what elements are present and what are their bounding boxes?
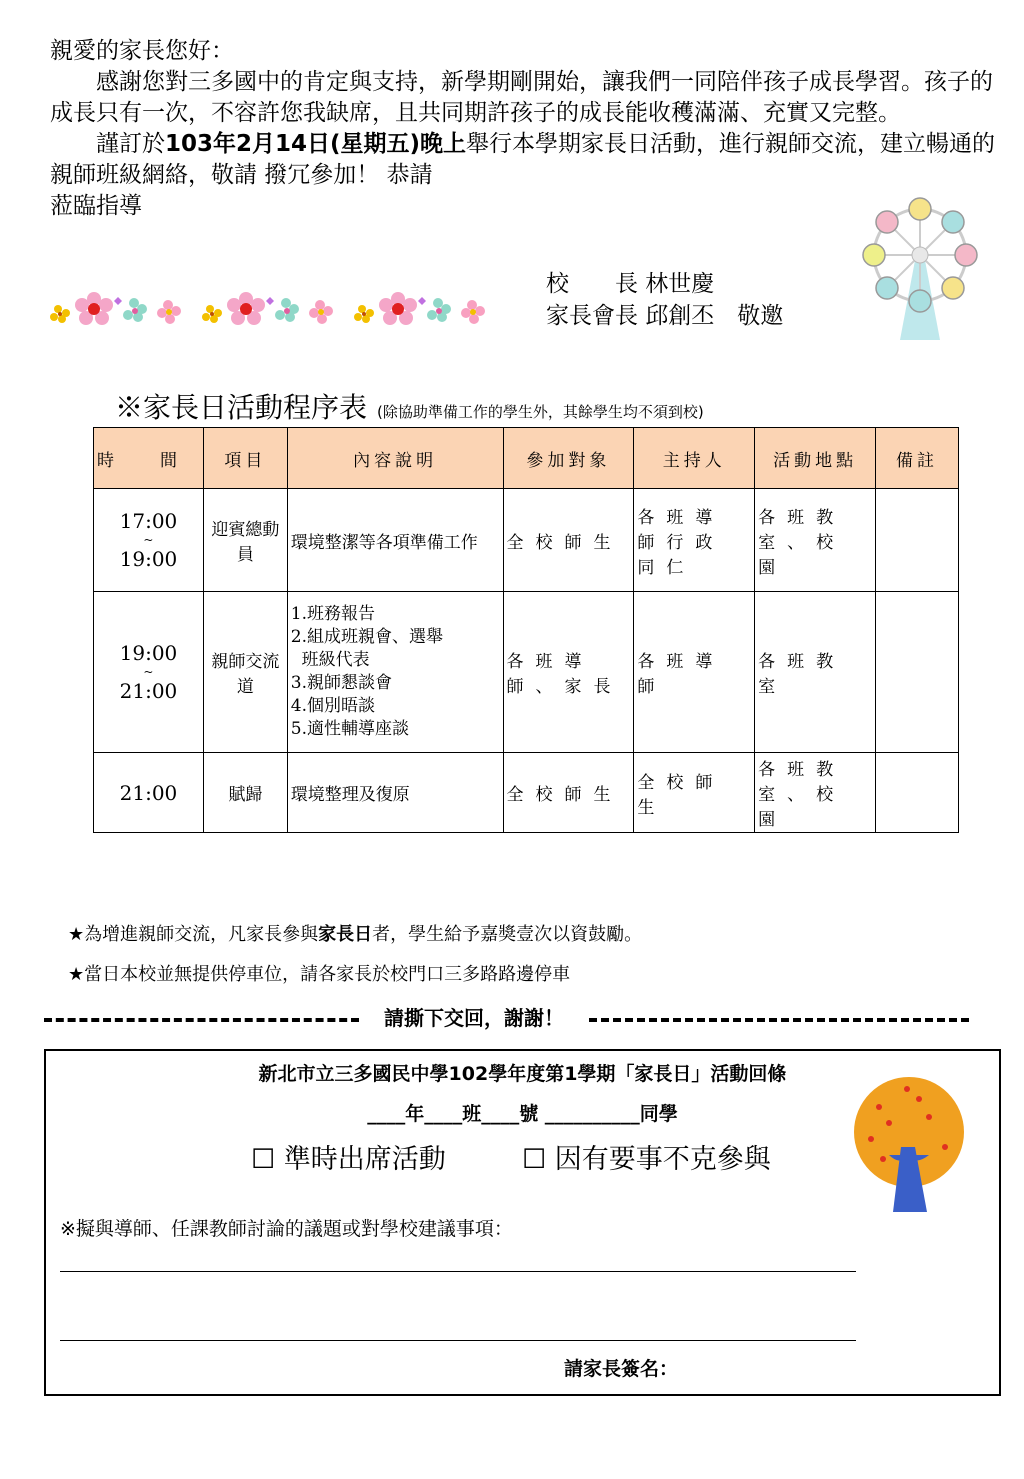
cut-text: 請撕下交回，謝謝！: [383, 1006, 564, 1030]
time-end: 19:00: [119, 547, 178, 571]
class-fill-line[interactable]: ____年____班____號 __________同學: [367, 1103, 678, 1125]
item-cell: 親師交流道: [203, 592, 287, 753]
col-note: 備註: [876, 428, 959, 489]
principal-signature: 校 長 林世慶: [546, 271, 715, 297]
content-line: 5.適性輔導座談: [290, 719, 410, 739]
flower-border-decoration: [46, 287, 526, 329]
time-cell: [94, 592, 204, 753]
attend-checkbox[interactable]: ☐ 準時出席活動: [251, 1144, 446, 1175]
reply-title: 新北市立三多國民中學102學年度第1學期「家長日」活動回條: [258, 1063, 787, 1085]
note-cell: [876, 753, 959, 833]
content-cell: 環境整潔等各項準備工作: [287, 489, 503, 592]
col-host: 主持人: [634, 428, 755, 489]
dash-right: [589, 1018, 969, 1022]
col-place: 活動地點: [755, 428, 876, 489]
host-cell: 全校師生: [634, 753, 755, 833]
dash-left: [44, 1018, 359, 1022]
note-reward-bold: 家長日: [318, 924, 373, 945]
target-cell: 全校師生: [503, 753, 634, 833]
table-row: [94, 489, 959, 592]
time-end: 21:00: [119, 679, 178, 703]
content-line: 2.組成班親會、選舉: [290, 627, 444, 647]
p2-post: 舉行本學期家長日活動，進行親師交流，建立暢通的親師班級網絡，敬請 撥冗參加！ 恭請: [50, 131, 996, 188]
note-reward-pre: ★為增進親師交流，凡家長參與: [68, 924, 319, 945]
ferris-wheel-icon: [860, 195, 980, 345]
p2-pre: 謹訂於: [96, 131, 165, 157]
answer-line-2[interactable]: [60, 1340, 856, 1341]
item-cell: 迎賓總動員: [203, 489, 287, 592]
table-header-row: [94, 428, 959, 489]
place-cell: 各班教室: [755, 592, 876, 753]
target-cell: 各班導師、家長: [503, 592, 634, 753]
time-start: 19:00: [119, 641, 178, 665]
note-reward: [68, 920, 642, 946]
program-title-text: ※家長日活動程序表: [115, 391, 368, 424]
program-table: [93, 427, 959, 833]
tilde: ~: [143, 533, 154, 547]
tree-icon: [849, 1077, 973, 1217]
content-line: 3.親師懇談會: [290, 673, 393, 693]
content-line: 班級代表: [290, 650, 370, 670]
item-cell: 賦歸: [203, 753, 287, 833]
letter-body: [50, 36, 1000, 222]
letter-paragraph-1: 感謝您對三多國中的肯定與支持，新學期剛開始，讓我們一同陪伴孩子成長學習。孩子的成長只有一次，不容許您我缺席，且共同期許孩子的成長能收穫滿滿、充實又完整。: [50, 69, 993, 126]
content-line: 1.班務報告: [290, 604, 376, 624]
pta-signature: 家長會長 邱創丕 敬邀: [546, 303, 784, 329]
program-subtitle: (除協助準備工作的學生外，其餘學生均不須到校): [377, 403, 704, 421]
topic-label: ※擬與導師、任課教師討論的議題或對學校建議事項：: [60, 1218, 513, 1240]
content-line: 4.個別晤談: [290, 696, 376, 716]
note-cell: [876, 592, 959, 753]
table-row: [94, 592, 959, 753]
table-row: [94, 753, 959, 833]
note-parking: ★當日本校並無提供停車位，請各家長於校門口三多路路邊停車: [68, 964, 571, 985]
absent-checkbox[interactable]: ☐ 因有要事不克參與: [522, 1144, 771, 1175]
letter-paragraph-2: [50, 129, 1000, 191]
host-cell: 各班導師: [634, 592, 755, 753]
place-cell: 各班教室、校園: [755, 753, 876, 833]
content-cell: [287, 592, 503, 753]
program-title: [115, 386, 704, 426]
time-cell: [94, 753, 204, 833]
signature-label: 請家長簽名：: [564, 1358, 679, 1380]
col-content: 內容說明: [287, 428, 503, 489]
closing: 蒞臨指導: [50, 193, 142, 219]
tilde: ~: [143, 665, 154, 679]
greeting: 親愛的家長您好：: [50, 38, 234, 64]
note-reward-post: 者，學生給予嘉獎壹次以資鼓勵。: [372, 924, 643, 945]
target-cell: 全校師生: [503, 489, 634, 592]
col-target: 參加對象: [503, 428, 634, 489]
cut-line: [44, 1002, 1010, 1031]
event-date: 103年2月14日(星期五)晚上: [165, 131, 467, 157]
col-item: 項目: [203, 428, 287, 489]
answer-line-1[interactable]: [60, 1271, 856, 1272]
time-start: 21:00: [119, 780, 178, 805]
host-cell: 各班導師行政同仁: [634, 489, 755, 592]
time-start: 17:00: [119, 509, 178, 533]
place-cell: 各班教室、校園: [755, 489, 876, 592]
time-cell: [94, 489, 204, 592]
reply-slip: [44, 1049, 1001, 1396]
note-cell: [876, 489, 959, 592]
col-time: 時 間: [94, 428, 204, 489]
content-cell: 環境整理及復原: [287, 753, 503, 833]
